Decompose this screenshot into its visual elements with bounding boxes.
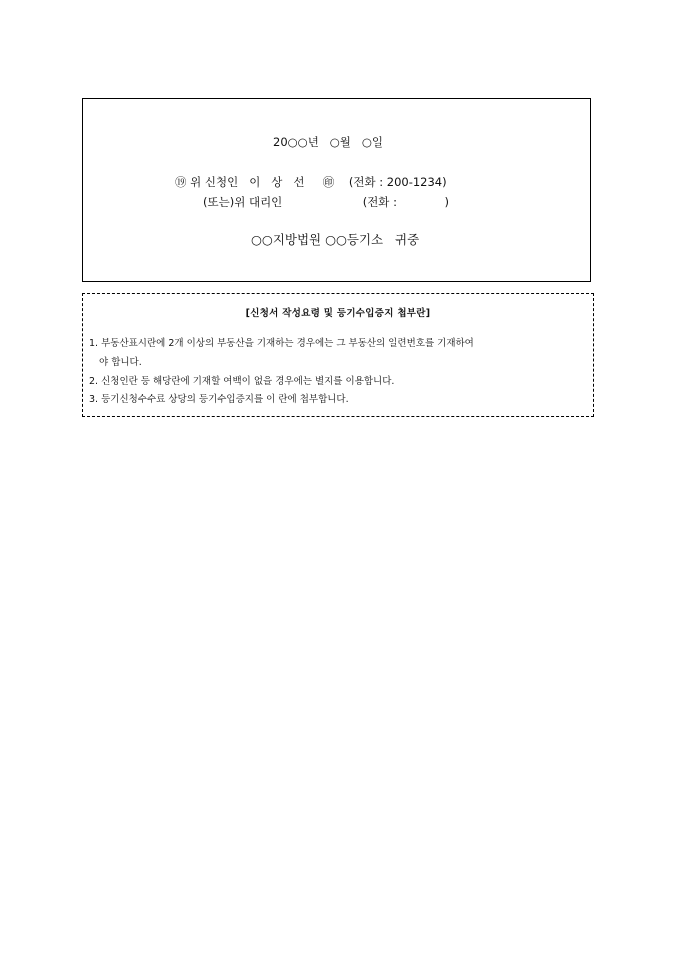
signature-box <box>82 98 591 282</box>
agent-line: (또는)위 대리인 (전화 : ) <box>203 195 449 209</box>
application-date: 20○○년 ○월 ○일 <box>273 135 384 149</box>
applicant-line: ⑲ 위 신청인 이 상 선 ㊞ (전화 : 200-1234) <box>175 175 447 189</box>
instruction-item-1: 1. 부동산표시란에 2개 이상의 부동산을 기재하는 경우에는 그 부동산의 일련번호를 기재하여 <box>89 338 474 349</box>
instruction-item-2: 2. 신청인란 등 해당란에 기재할 여백이 없을 경우에는 별지를 이용합니다. <box>89 376 395 387</box>
instructions-box <box>82 293 594 417</box>
instruction-item-3: 3. 등기신청수수료 상당의 등기수입증지를 이 란에 첩부합니다. <box>89 394 349 405</box>
instructions-title: [신청서 작성요령 및 등기수입증지 첩부란] <box>245 308 431 319</box>
court-addressee: ○○지방법원 ○○등기소 귀중 <box>251 232 420 247</box>
instruction-item-1-continued: 야 합니다. <box>99 357 142 368</box>
